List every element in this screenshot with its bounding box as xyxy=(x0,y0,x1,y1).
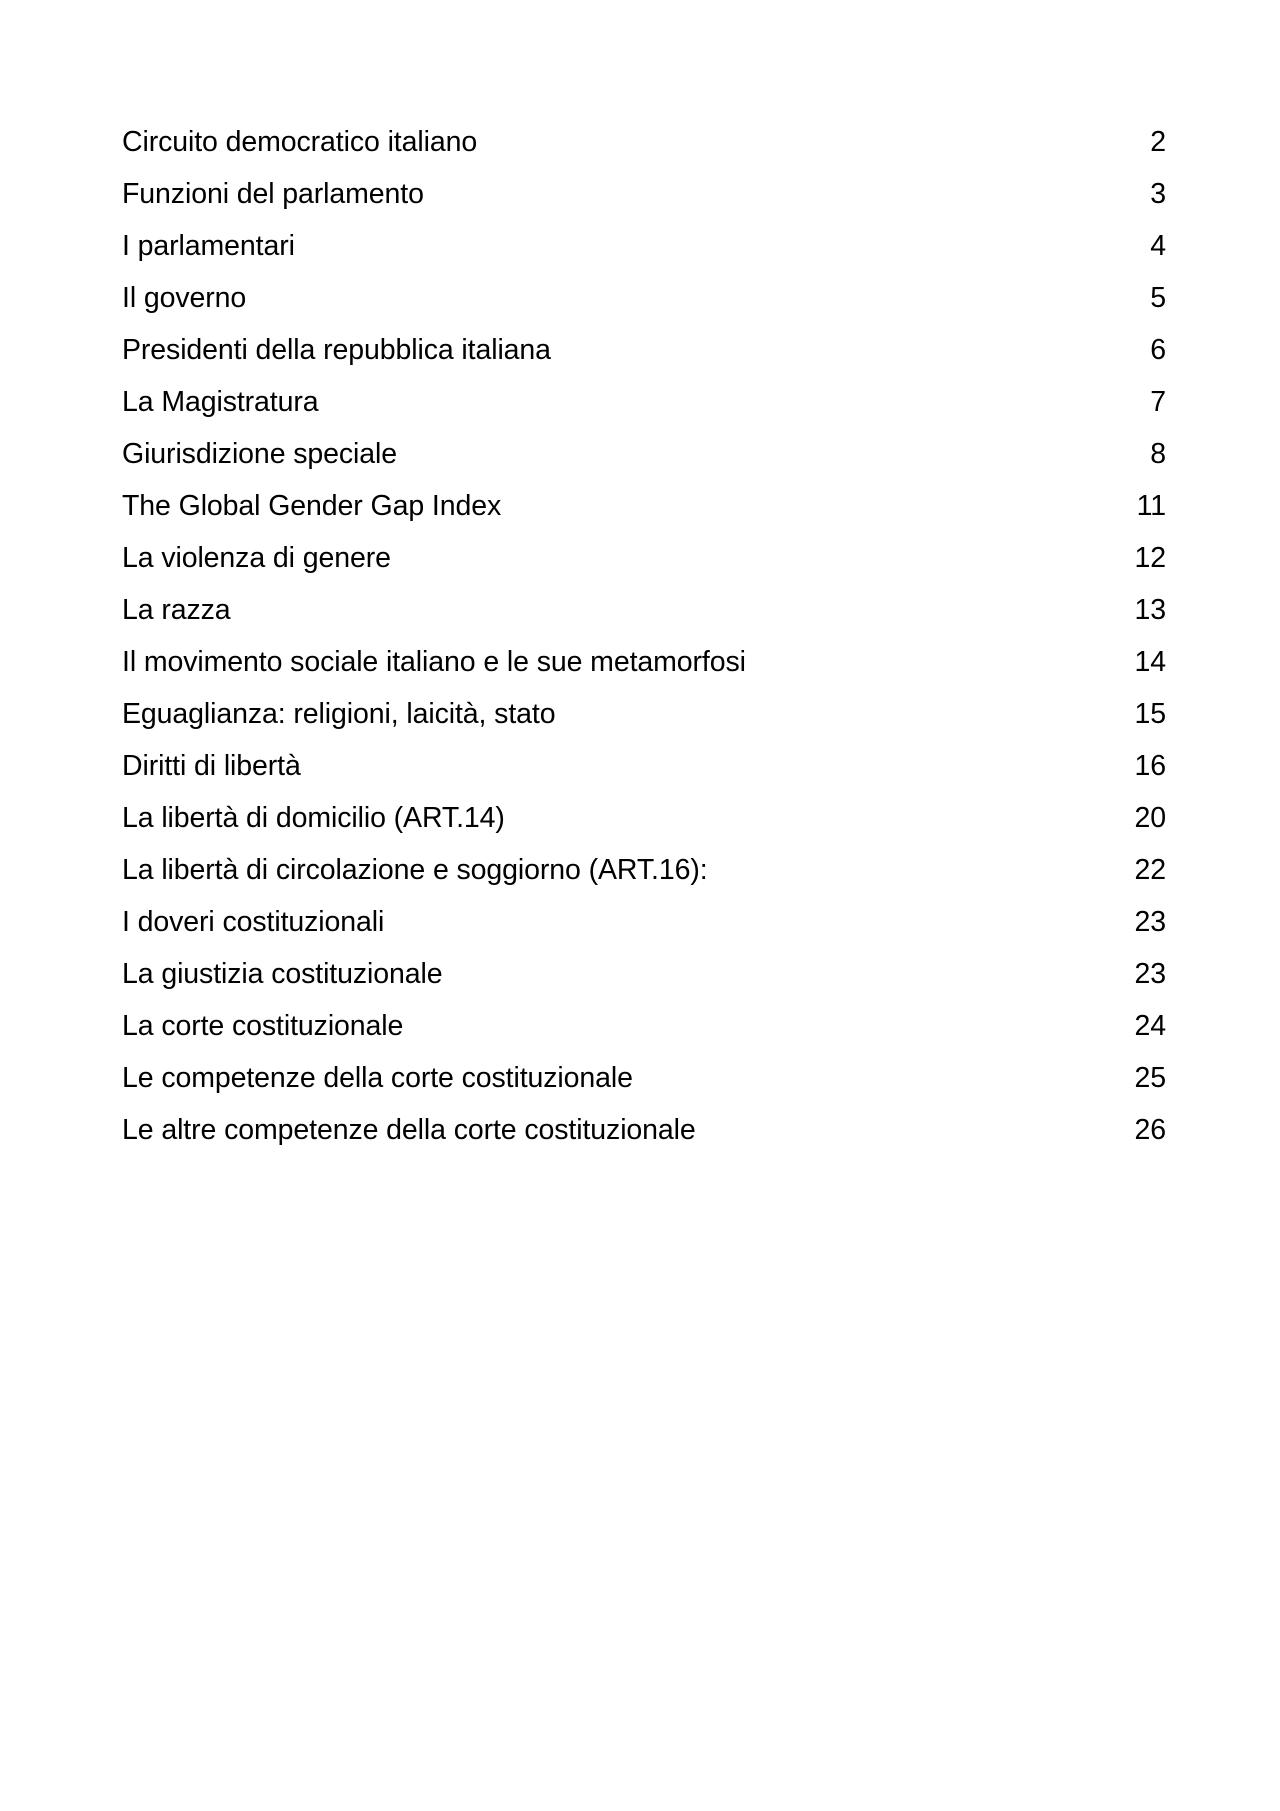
toc-entry-page: 6 xyxy=(1150,334,1166,366)
toc-entry[interactable] xyxy=(122,896,1166,948)
toc-entry-title: La libertà di domicilio (ART.14) xyxy=(122,802,505,834)
toc-entry-title: Presidenti della repubblica italiana xyxy=(122,334,551,366)
toc-entry-title: Il governo xyxy=(122,282,247,314)
toc-entry-page: 16 xyxy=(1134,750,1166,782)
toc-entry-page: 14 xyxy=(1134,646,1166,678)
toc-entry[interactable] xyxy=(122,480,1166,532)
toc-entry-page: 13 xyxy=(1134,594,1166,626)
toc-entry[interactable] xyxy=(122,844,1166,896)
toc-entry-page: 12 xyxy=(1134,542,1166,574)
toc-entry[interactable] xyxy=(122,324,1166,376)
toc-entry-title: Le competenze della corte costituzionale xyxy=(122,1062,633,1094)
toc-entry[interactable] xyxy=(122,688,1166,740)
toc-entry-title: Il movimento sociale italiano e le sue metamorfosi xyxy=(122,646,746,678)
toc-entry-title: La razza xyxy=(122,594,231,626)
toc-entry[interactable] xyxy=(122,116,1166,168)
toc-entry[interactable] xyxy=(122,948,1166,1000)
toc-entry[interactable] xyxy=(122,1052,1166,1104)
toc-entry-title: Funzioni del parlamento xyxy=(122,178,424,210)
toc-entry-title: Diritti di libertà xyxy=(122,750,301,782)
toc-entry-page: 2 xyxy=(1150,126,1166,158)
toc-entry-page: 7 xyxy=(1150,386,1166,418)
toc-entry[interactable] xyxy=(122,740,1166,792)
toc-entry-page: 3 xyxy=(1150,178,1166,210)
table-of-contents xyxy=(122,116,1166,1156)
toc-entry-title: Eguaglianza: religioni, laicità, stato xyxy=(122,698,556,730)
toc-entry-title: La violenza di genere xyxy=(122,542,391,574)
toc-entry-page: 15 xyxy=(1134,698,1166,730)
toc-entry-title: La corte costituzionale xyxy=(122,1010,404,1042)
toc-entry-title: I doveri costituzionali xyxy=(122,906,385,938)
toc-entry-title: I parlamentari xyxy=(122,230,295,262)
toc-entry-title: La libertà di circolazione e soggiorno (ART.16): xyxy=(122,854,708,886)
toc-entry-title: Circuito democratico italiano xyxy=(122,126,478,158)
toc-entry-page: 25 xyxy=(1134,1062,1166,1094)
toc-entry-title: The Global Gender Gap Index xyxy=(122,490,502,522)
toc-entry-page: 8 xyxy=(1150,438,1166,470)
toc-entry-page: 20 xyxy=(1134,802,1166,834)
toc-entry-page: 11 xyxy=(1136,490,1166,522)
toc-entry[interactable] xyxy=(122,636,1166,688)
toc-entry[interactable] xyxy=(122,376,1166,428)
toc-entry-title: La giustizia costituzionale xyxy=(122,958,443,990)
toc-entry-title: Giurisdizione speciale xyxy=(122,438,398,470)
toc-entry-page: 22 xyxy=(1134,854,1166,886)
toc-entry-page: 24 xyxy=(1134,1010,1166,1042)
toc-entry-page: 4 xyxy=(1150,230,1166,262)
toc-entry-page: 23 xyxy=(1134,906,1166,938)
toc-entry-title: Le altre competenze della corte costituzionale xyxy=(122,1114,696,1146)
toc-entry[interactable] xyxy=(122,220,1166,272)
toc-entry[interactable] xyxy=(122,428,1166,480)
toc-entry[interactable] xyxy=(122,1104,1166,1156)
toc-entry-page: 5 xyxy=(1150,282,1166,314)
toc-entry-title: La Magistratura xyxy=(122,386,319,418)
toc-entry[interactable] xyxy=(122,272,1166,324)
toc-entry[interactable] xyxy=(122,792,1166,844)
toc-entry-page: 26 xyxy=(1134,1114,1166,1146)
toc-entry[interactable] xyxy=(122,1000,1166,1052)
toc-entry[interactable] xyxy=(122,168,1166,220)
toc-entry[interactable] xyxy=(122,584,1166,636)
toc-entry[interactable] xyxy=(122,532,1166,584)
toc-entry-page: 23 xyxy=(1134,958,1166,990)
